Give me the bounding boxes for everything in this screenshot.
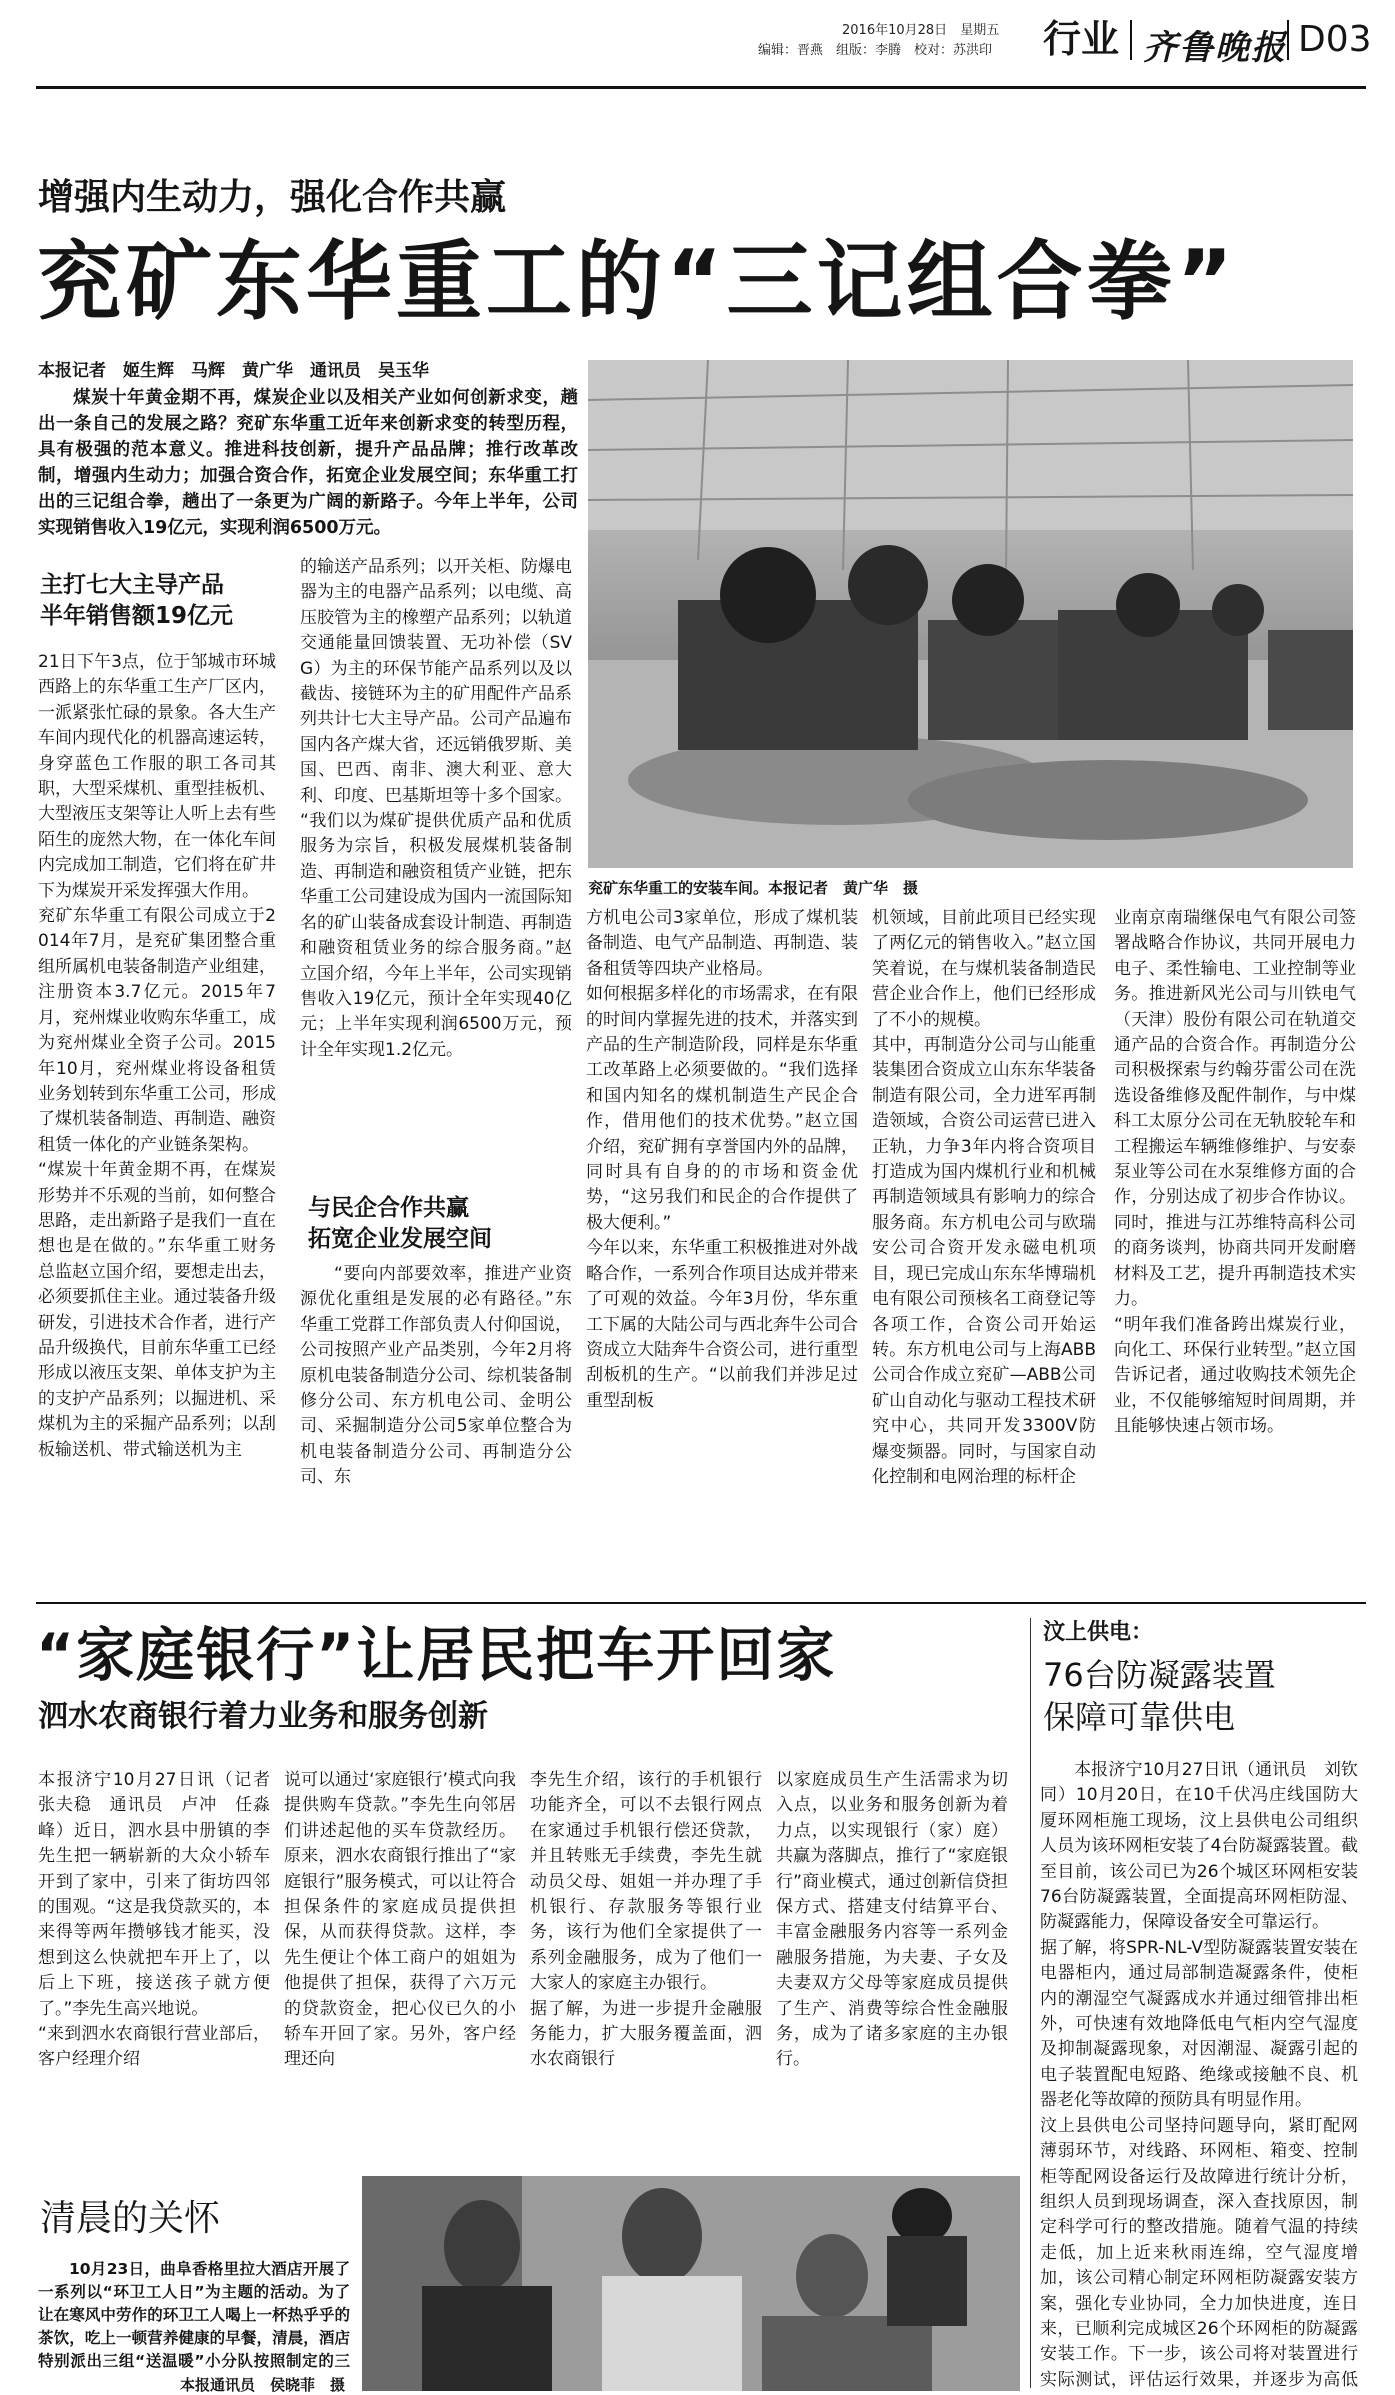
header-rule <box>36 86 1366 89</box>
article3-kicker: 汶上供电： <box>1043 1620 1154 1645</box>
page-number: D03 <box>1298 19 1372 60</box>
volunteer-photo-graphic <box>362 2176 1020 2391</box>
article1-column-3: 方机电公司3家单位，形成了煤机装备制造、电气产品制造、再制造、装备租赁等四块产业格局。 如何根据多样化的市场需求，在有限的时间内掌握先进的技术，并落实到产品的生产制造阶段，同样是东华重工改革路上必须要做的。“我们选择和国内知名的煤机制造生产民企合作，借用他们的技术优势。”赵立国介绍，兖矿拥有享誉国内外的品牌，同时具有自身的的市场和资金优势，“这另我们和民企的合作提供了极大便利。” 今年以来，东华重工积极推进对外战略合作，一系列合作项目达成并带来了可观的效益。今年3月份，华东重工下属的大陆公司与西北奔牛公司合资成立大陆奔牛合资公司，进行重型刮板机的生产。“以前我们并涉足过重型刮板 <box>586 908 858 1411</box>
article1-byline: 本报记者 姬生辉 马辉 黄广华 通讯员 吴玉华 <box>38 361 429 381</box>
article1-lead: 煤炭十年黄金期不再，煤炭企业以及相关产业如何创新求变，趟出一条自己的发展之路？兖矿东华重工近年来创新求变的转型历程，具有极强的范本意义。推进科技创新，提升产品品牌；推行改革改制，增强内生动力；加强合资合作，拓宽企业发展空间；东华重工打出的三记组合拳，趟出了一条更为广阔的新路子。今年上半年，公司实现销售收入19亿元，实现利润6500万元。 <box>38 388 578 538</box>
article4-byline: 本报通讯员 侯晓菲 摄 <box>180 2376 346 2394</box>
article4-body: 10月23日，曲阜香格里拉大酒店开展了一系列以“环卫工人日”为主题的活动。为了让在寒风中劳作的环卫工人喝上一杯热乎乎的茶饮，吃上一顿营养健康的早餐，清晨，酒店特别派出三组“送温暖”小分队按照制定的三 <box>38 2260 350 2370</box>
masthead-logo: 齐鲁晚报 <box>1143 28 1287 68</box>
article1-subhead-1: 主打七大主导产品 半年销售额19亿元 <box>40 572 234 629</box>
article3-title: 76台防凝露装置 保障可靠供电 <box>1043 1656 1276 1736</box>
article3-body: 本报济宁10月27日讯（通讯员 刘钦同）10月20日，在10千伏冯庄线国防大厦环网柜施工现场，汶上县供电公司组织人员为该环网柜安装了4台防凝露装置。截至目前，该公司已为26个城区环网柜安装76台防凝露装置，全面提高环网柜防湿、防凝露能力，保障设备安全可靠运行。 据了解，将SPR-NL-V型防凝露装置安装在电器柜内，通过局部制造凝露条件，使柜内的潮湿空气凝露成水并通过细管排出柜外，可快速有效地降低电气柜内空气湿度及抑制凝露现象，对因潮湿、凝露引起的电子装置配电短路、绝缘或接触不良、机器老化等故障的预防具有明显作用。 汶上县供电公司坚持问题导向，紧盯配网薄弱环节，对线路、环网柜、箱变、控制柜等配网设备运行及故障进行统计分析，组织人员到现场调查，深入查找原因，制定科学可行的整改措施。随着气温的持续走低，加上近来秋雨连绵，空气湿度增加，该公司精心制定环网柜防凝露安装方案，强化专业协同，全力加快进度，连日来，已顺利完成城区26个环网柜的防凝露安装工作。下一步，该公司将对装置进行实际测试，评估运行效果，并逐步为高低 <box>1040 1760 1358 2388</box>
volunteer-photo <box>362 2176 1020 2391</box>
header-divider <box>1130 20 1132 60</box>
article1-column-1: 21日下午3点，位于邹城市环城西路上的东华重工生产厂区内，一派紧张忙碌的景象。各大生产车间内现代化的机器高速运转，身穿蓝色工作服的职工各司其职，大型采煤机、重型挂板机、大型液压支架等让人听上去有些陌生的庞然大物，在一体化车间内完成加工制造，它们将在矿井下为煤炭开采发挥强大作用。 兖矿东华重工有限公司成立于2014年7月，是兖矿集团整合重组所属机电装备制造产业组建，注册资本3.7亿元。2015年7月，兖州煤业收购东华重工，成为兖州煤业全资子公司。2015年10月，兖州煤业将设备租赁业务划转到东华重工公司，形成了煤机装备制造、再制造、融资租赁一体化的产业链条架构。 “煤炭十年黄金期不再，在煤炭形势并不乐观的当前，如何整合思路，走出新路子是我们一直在想也是在做的。”东华重工财务总监赵立国介绍，要想走出去，必须要抓住主业。通过装备升级研发，引进技术合作者，进行产品升级换代，目前东华重工已经形成以液压支架、单体支护为主的支护产品系列；以掘进机、采煤机为主的采掘产品系列；以刮板输送机、带式输送机为主 <box>38 652 276 1460</box>
workshop-photo <box>588 360 1353 868</box>
article2-subtitle: 泗水农商银行着力业务和服务创新 <box>38 1699 488 1734</box>
article1-column-5: 业南京南瑞继保电气有限公司签署战略合作协议，共同开展电力电子、柔性输电、工业控制等业务。推进新风光公司与川铁电气（天津）股份有限公司在轨道交通产品的合资合作。再制造分公司积极探索与约翰芬雷公司在洗选设备维修及配件制作，与中煤科工太原分公司在无轨胶轮车和工程搬运车辆维修维护、与安泰泵业等公司在水泵维修方面的合作，分别达成了初步合作协议。同时，推进与江苏维特高科公司的商务谈判，协商共同开发耐磨材料及工艺，提升再制造技术实力。 “明年我们准备跨出煤炭行业，向化工、环保行业转型。”赵立国告诉记者，通过收购技术领先企业，不仅能够缩短时间周期，并且能够快速占领市场。 <box>1114 908 1356 1437</box>
page-header <box>0 0 1395 70</box>
header-divider-2 <box>1287 20 1289 60</box>
workshop-photo-graphic <box>588 360 1353 868</box>
article3-box-rule <box>1030 1618 1031 2388</box>
article2-title: “家庭银行”让居民把车开回家 <box>36 1621 837 1689</box>
article1-title: 兖矿东华重工的“三记组合拳” <box>36 232 1238 332</box>
article2-column-3: 李先生介绍，该行的手机银行功能齐全，可以不去银行网点在家通过手机银行偿还贷款，并且转账无手续费，李先生就动员父母、姐姐一并办理了手机银行、存款服务等银行业务，该行为他们全家提供了一系列金融服务，成为了他们一大家人的家庭主办银行。 据了解，为进一步提升金融服务能力，扩大服务覆盖面，泗水农商银行 <box>530 1770 762 2070</box>
article1-bottom-rule <box>36 1602 1366 1604</box>
article1-column-2: 的输送产品系列；以开关柜、防爆电器为主的电器产品系列；以电缆、高压胶管为主的橡塑产品系列；以轨道交通能量回馈装置、无功补偿（SVG）为主的环保节能产品系列以及以截齿、接链环为主的矿用配件产品系列共计七大主导产品。公司产品遍布国内各产煤大省，还远销俄罗斯、美国、巴西、南非、澳大利亚、意大利、印度、巴基斯坦等十多个国家。 “我们以为煤矿提供优质产品和优质服务为宗旨，积极发展煤机装备制造、再制造和融资租赁产业链，把东华重工公司建设成为国内一流国际知名的矿山装备成套设计制造、再制造和融资租赁业务的综合服务商。”赵立国介绍，今年上半年，公司实现销售收入19亿元，预计全年实现40亿元；上半年实现利润6500万元，预计全年实现1.2亿元。 <box>300 557 572 1060</box>
section-name: 行业 <box>1043 17 1120 61</box>
editor-credits: 编辑：晋燕 组版：李腾 校对：苏洪印 <box>758 43 993 58</box>
article1-column-2b: “要向内部要效率，推进产业资源优化重组是发展的必有路径。”东华重工党群工作部负责人付仰国说，公司按照产业产品类别，今年2月将原机电装备制造分公司、综机装备制修分公司、东方机电公司、金明公司、采掘制造分公司5家单位整合为机电装备制造分公司、再制造分公司、东 <box>300 1264 572 1488</box>
article4-title: 清晨的关怀 <box>40 2198 221 2239</box>
article1-column-4: 机领域，目前此项目已经实现了两亿元的销售收入。”赵立国笑着说，在与煤机装备制造民营企业合作上，他们已经形成了不小的规模。 其中，再制造分公司与山能重装集团合资成立山东东华装备制造有限公司，全力进军再制造领域，合资公司运营已进入正轨，力争3年内将合资项目打造成为国内煤机行业和机械再制造领域具有影响力的综合服务商。东方机电公司与欧瑞安公司合资开发永磁电机项目，现已完成山东东华博瑞机电有限公司预核名工商登记等各项工作，合资公司开始运转。东方机电公司与上海ABB公司合作成立兖矿—ABB公司矿山自动化与驱动工程技术研究中心，共同开发3300V防爆变频器。同时，与国家自动化控制和电网治理的标杆企 <box>872 908 1096 1487</box>
workshop-photo-caption: 兖矿东华重工的安装车间。本报记者 黄广华 摄 <box>588 879 919 897</box>
issue-date: 2016年10月28日 星期五 <box>842 23 1000 38</box>
article2-column-4: 以家庭成员生产生活需求为切入点，以业务和服务创新为着力点，以实现银行（家）庭）共赢为落脚点，推行了“家庭银行”商业模式，通过创新信贷担保方式、搭建支付结算平台、丰富金融服务内容等一系列金融服务措施，为夫妻、子女及夫妻双方父母等家庭成员提供了生产、消费等综合性金融服务，成为了诸多家庭的主办银行。 <box>776 1770 1008 2070</box>
article1-subhead-2: 与民企合作共赢 拓宽企业发展空间 <box>308 1195 492 1252</box>
article1-kicker: 增强内生动力，强化合作共赢 <box>38 177 507 218</box>
article2-column-2: 说可以通过‘家庭银行’模式向我提供购车贷款。”李先生向邻居们讲述起他的买车贷款经历。原来，泗水农商银行推出了“家庭银行”服务模式，可以让符合担保条件的家庭成员提供担保，从而获得贷款。这样，李先生便让个体工商户的姐姐为他提供了担保，获得了六万元的贷款资金，把心仪已久的小轿车开回了家。另外，客户经理还向 <box>284 1770 516 2070</box>
article2-column-1: 本报济宁10月27日讯（记者 张夫稳 通讯员 卢冲 任淼峰）近日，泗水县中册镇的李先生把一辆崭新的大众小轿车开到了家中，引来了街坊四邻的围观。“这是我贷款买的，本来得等两年攒够钱才能买，没想到这么快就把车开上了，以后上下班，接送孩子就方便了。”李先生高兴地说。 “来到泗水农商银行营业部后，客户经理介绍 <box>38 1770 270 2070</box>
